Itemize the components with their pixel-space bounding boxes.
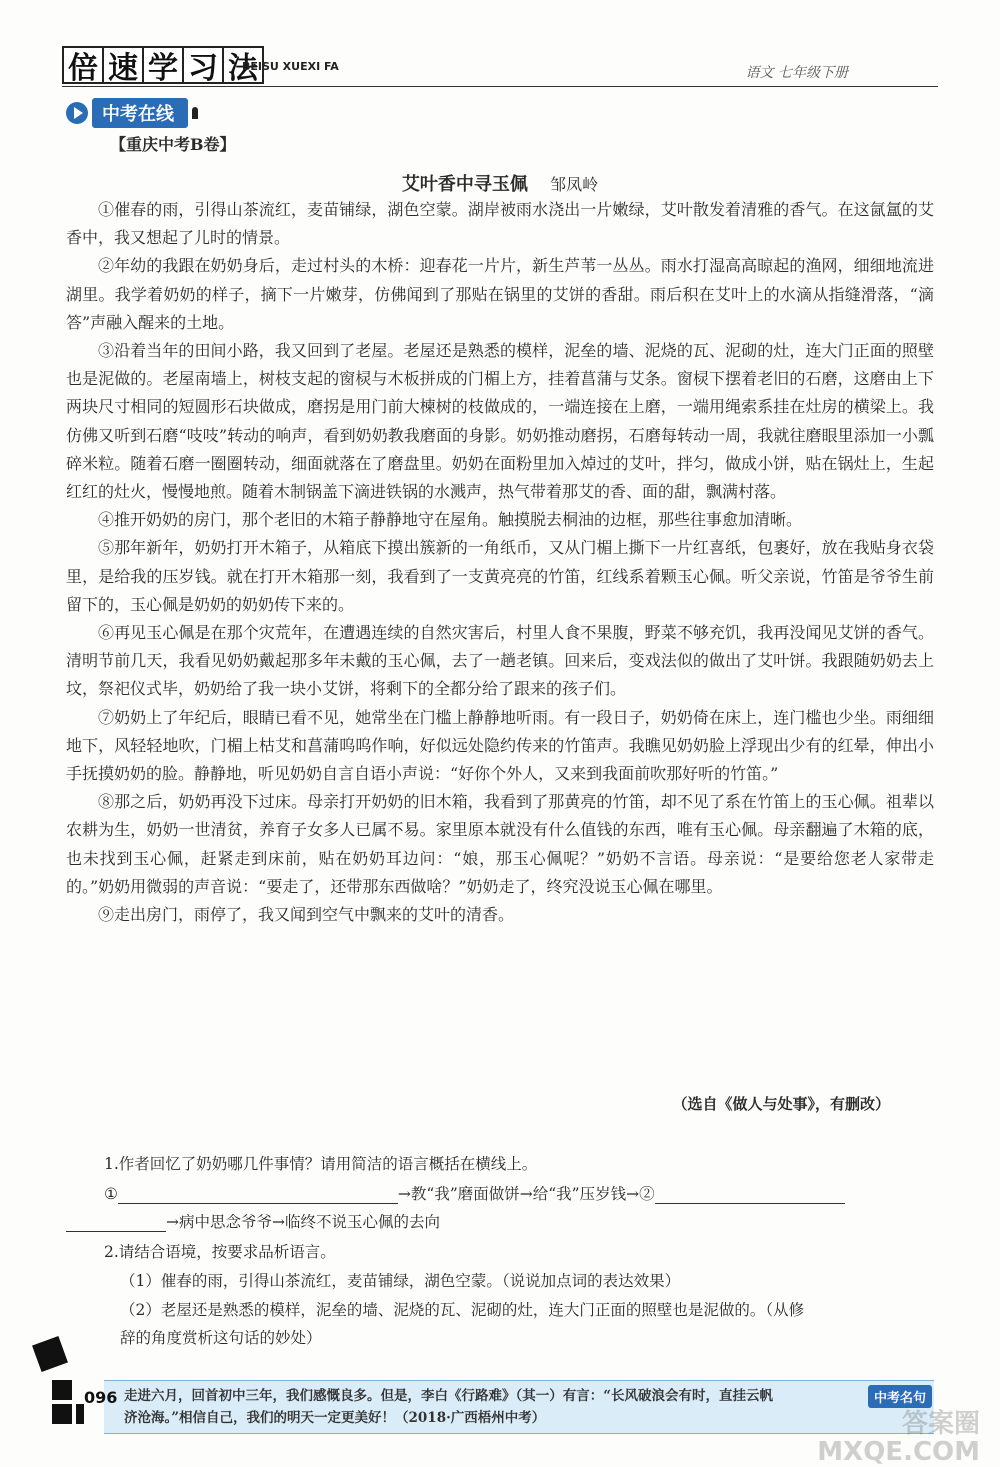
brand-char: 学 <box>142 46 184 84</box>
page-header <box>62 40 938 90</box>
chain-text: →病中思念爷爷→临终不说玉心佩的去向 <box>166 1213 440 1231</box>
article-body <box>66 196 934 929</box>
paragraph: ⑧那之后，奶奶再没下过床。母亲打开奶奶的旧木箱，我看到了那黄亮的竹笛，却不见了系在竹笛上的玉心佩。祖辈以农耕为生，奶奶一世清贫，养育子女多人已属不易。家里原本就没有什么值钱的东西，唯有玉心佩。母亲翻遍了木箱的底，也未找到玉心佩，赶紧走到床前，贴在奶奶耳边问：“娘，那玉心佩呢？”奶奶不言语。母亲说：“是要给您老人家带走的。”奶奶用微弱的声音说：“要走了，还带那东西做啥？”奶奶走了，终究没说玉心佩在哪里。 <box>66 792 934 896</box>
quote-badge: 中考名句 <box>868 1385 932 1408</box>
brand-logo <box>62 46 262 84</box>
question-1-line-2 <box>66 1210 440 1232</box>
play-icon <box>66 102 88 124</box>
exam-source: 【重庆中考B卷】 <box>110 135 236 154</box>
brand-char: 习 <box>182 46 224 84</box>
section-label: 中考在线 <box>92 98 188 128</box>
paragraph: ⑤那年新年，奶奶打开木箱子，从箱底下摸出簇新的一角纸币，又从门楣上撕下一片红喜纸，包裹好，放在我贴身衣袋里，是给我的压岁钱。就在打开木箱那一刻，我看到了一支黄亮亮的竹笛，红线系着颗玉心佩。听父亲说，竹笛是爷爷生前留下的，玉心佩是奶奶的奶奶传下来的。 <box>66 538 934 614</box>
article-source: （选自《做人与处事》，有删改） <box>672 1095 890 1113</box>
question-2-sub-2: （2）老屋还是熟悉的模样，泥垒的墙、泥烧的瓦、泥砌的灶，连大门正面的照壁也是泥做的。（从修 <box>120 1301 805 1319</box>
author-name: 邹凤岭 <box>550 175 599 194</box>
pin-icon <box>192 107 198 119</box>
article-title <box>0 170 1000 196</box>
watermark-line: MXQE.COM <box>817 1437 980 1467</box>
brand-english: BEISU XUEXI FA <box>242 60 339 73</box>
subject-grade: 语文 七年级下册 <box>745 65 848 81</box>
question-2-sub-1: （1）催春的雨，引得山茶流红，麦苗铺绿，湖色空蒙。（说说加点词的表达效果） <box>120 1272 681 1290</box>
paragraph: ②年幼的我跟在奶奶身后，走过村头的木桥：迎春花一片片，新生芦苇一丛丛。雨水打湿高高晾起的渔网，细细地流进湖里。我学着奶奶的样子，摘下一片嫩芽，仿佛闻到了那贴在锅里的艾饼的香甜。雨后积在艾叶上的水滴从指缝滑落，“滴答”声融入醒来的土地。 <box>66 256 934 332</box>
question-1: 1.作者回忆了奶奶哪几件事情？请用简洁的语言概括在横线上。 <box>104 1155 538 1173</box>
paragraph: ⑨走出房门，雨停了，我又闻到空气中飘来的艾叶的清香。 <box>98 905 515 925</box>
paragraph: ⑦奶奶上了年纪后，眼睛已看不见，她常坐在门槛上静静地听雨。有一段日子，奶奶倚在床上，连门槛也少坐。雨细细地下，风轻轻地吹，门楣上枯艾和菖蒲呜呜作响，好似远处隐约传来的竹笛声。我瞧见奶奶脸上浮现出少有的红晕，伸出小手抚摸奶奶的脸。静静地，听见奶奶自言自语小声说：“好你个外人，又来到我面前吹那好听的竹笛。” <box>66 707 934 784</box>
answer-blank[interactable] <box>655 1187 845 1204</box>
quote-line: 济沧海。”相信自己，我们的明天一定更美好！（2018·广西梧州中考） <box>124 1410 546 1426</box>
page-number: 096 <box>84 1388 118 1407</box>
answer-blank[interactable] <box>118 1187 398 1204</box>
title-text: 艾叶香中寻玉佩 <box>401 174 528 195</box>
brand-char: 法 <box>222 46 264 84</box>
brand-char: 速 <box>102 46 144 84</box>
blank-marker: ① <box>104 1185 118 1203</box>
paragraph: ⑥再见玉心佩是在那个灾荒年，在遭遇连续的自然灾害后，村里人食不果腹，野菜不够充饥，我再没闻见艾饼的香气。清明节前几天，我看见奶奶戴起那多年未戴的玉心佩，去了一趟老镇。回来后，变戏法似的做出了艾叶饼。我跟随奶奶去上坟，祭祀仪式毕，奶奶给了我一块小艾饼，将剩下的全都分给了跟来的孩子们。 <box>66 623 934 699</box>
chain-text: →教“我”磨面做饼→给“我”压岁钱→ <box>397 1185 640 1203</box>
question-2: 2.请结合语境，按要求品析语言。 <box>104 1243 336 1261</box>
quote-line: 走进六月，回首初中三年，我们感慨良多。但是，李白《行路难》（其一）有言：“长风破浪会有时，直挂云帆 <box>124 1388 774 1404</box>
question-1-line-1 <box>104 1182 845 1204</box>
paragraph: ③沿着当年的田间小路，我又回到了老屋。老屋还是熟悉的模样，泥垒的墙、泥烧的瓦、泥砌的灶，连大门正面的照壁也是泥做的。老屋南墙上，树枝支起的窗棂与木板拼成的门楣上方，挂着菖蒲与艾条。窗棂下摆着老旧的石磨，这磨由上下两块尺寸相同的短圆形石块做成，磨拐是用门前大楝树的枝做成的，一端连接在上磨，一端用绳索系挂在灶房的横梁上。我仿佛又听到石磨“吱吱”转动的响声，看到奶奶教我磨面的身影。奶奶推动磨拐，石磨每转动一周，我就往磨眼里添加一小瓢碎米粒。随着石磨一圈圈转动，细面就落在了磨盘里。奶奶在面粉里加入焯过的艾叶，拌匀，做成小饼，贴在锅灶上，生起红红的灶火，慢慢地煎。随着木制锅盖下滴进铁锅的水溅声，热气带着那艾的香、面的甜，飘满村落。 <box>66 341 934 502</box>
header-divider <box>62 86 938 87</box>
footer-quote <box>124 1385 864 1429</box>
answer-blank[interactable] <box>66 1215 166 1232</box>
section-tag <box>66 98 198 128</box>
paragraph: ①催春的雨，引得山茶流红，麦苗铺绿，湖色空蒙。湖岸被雨水浇出一片嫩绿，艾叶散发着清雅的香气。在这氤氲的艾香中，我又想起了儿时的情景。 <box>66 200 934 248</box>
blank-marker: ② <box>639 1185 655 1203</box>
footer-quote-box <box>104 1380 934 1434</box>
watermark-line: 答案圈 <box>901 1409 980 1439</box>
paragraph: ④推开奶奶的房门，那个老旧的木箱子静静地守在屋角。触摸脱去桐油的边框，那些往事愈加清晰。 <box>98 510 803 530</box>
watermark <box>817 1410 980 1466</box>
question-2-sub-2-cont: 辞的角度赏析这句话的妙处） <box>120 1329 322 1347</box>
brand-char: 倍 <box>62 46 104 84</box>
